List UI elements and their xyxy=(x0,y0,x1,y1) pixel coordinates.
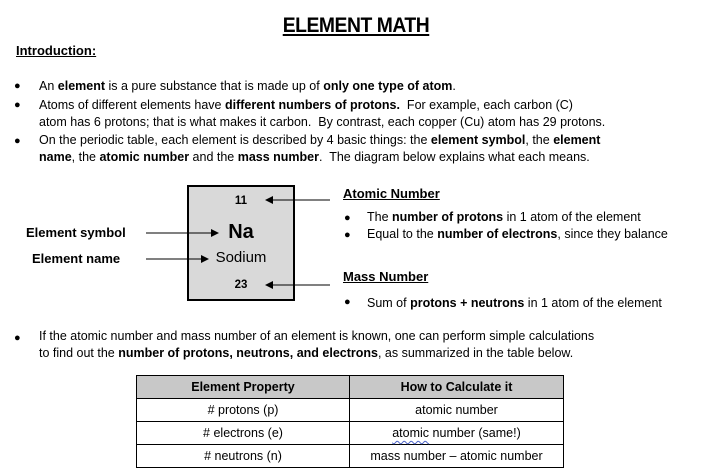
label-element-name: Element name xyxy=(32,251,121,266)
mass-number-heading: Mass Number xyxy=(343,269,429,284)
tile-mass-number: 23 xyxy=(234,279,248,291)
atomic-point-protons: The number of protons in 1 atom of the element xyxy=(367,210,641,224)
table-row xyxy=(137,445,564,468)
bullet-icon: ● xyxy=(344,229,351,241)
mass-point: Sum of protons + neutrons in 1 atom of the element xyxy=(367,296,662,310)
label-element-symbol: Element symbol xyxy=(26,225,126,240)
table-cell: mass number – atomic number xyxy=(350,445,564,468)
bullet-protons: Atoms of different elements have different numbers of protons. For example, each carbon (C) atom has 6 protons; that is what makes it carbon. By contrast, each copper (Cu) atom has 29 protons. xyxy=(39,98,606,129)
bullet-element-definition: An element is a pure substance that is made up of only one type of atom. xyxy=(39,79,456,93)
table-row xyxy=(137,422,564,445)
table-row xyxy=(137,399,564,422)
atomic-point-electrons: Equal to the number of electrons, since they balance xyxy=(367,227,668,241)
document-title: ELEMENT MATH xyxy=(282,14,430,37)
bullet-icon: ● xyxy=(14,332,21,344)
bullet-icon: ● xyxy=(14,99,21,111)
intro-heading: Introduction: xyxy=(16,43,97,58)
table-header: Element Property xyxy=(137,376,350,399)
tile-atomic-number: 11 xyxy=(234,195,248,207)
tile-name: Sodium xyxy=(215,249,267,266)
table-header: How to Calculate it xyxy=(350,376,564,399)
bullet-calculations: If the atomic number and mass number of an element is known, one can perform simple calculations to find out the number of protons, neutrons, and electrons, as summarized in the table below. xyxy=(39,329,595,360)
tile-symbol: Na xyxy=(228,221,254,243)
table-cell: # neutrons (n) xyxy=(137,445,350,468)
bullet-icon: ● xyxy=(14,135,21,147)
bullet-periodic-table: On the periodic table, each element is described by 4 basic things: the element symbol, the element name, the atomic number and the mass number. The diagram below explains what each means. xyxy=(39,133,601,164)
table-cell: # protons (p) xyxy=(137,399,350,422)
atomic-number-heading: Atomic Number xyxy=(343,186,440,201)
table-cell: # electrons (e) xyxy=(137,422,350,445)
bullet-icon: ● xyxy=(14,80,21,92)
table-header-row xyxy=(137,376,564,399)
bullet-icon: ● xyxy=(344,212,351,224)
calculation-table xyxy=(136,375,564,468)
table-cell: atomic number xyxy=(350,399,564,422)
bullet-icon: ● xyxy=(344,296,351,308)
table-cell: atomic number (same!) xyxy=(350,422,564,445)
